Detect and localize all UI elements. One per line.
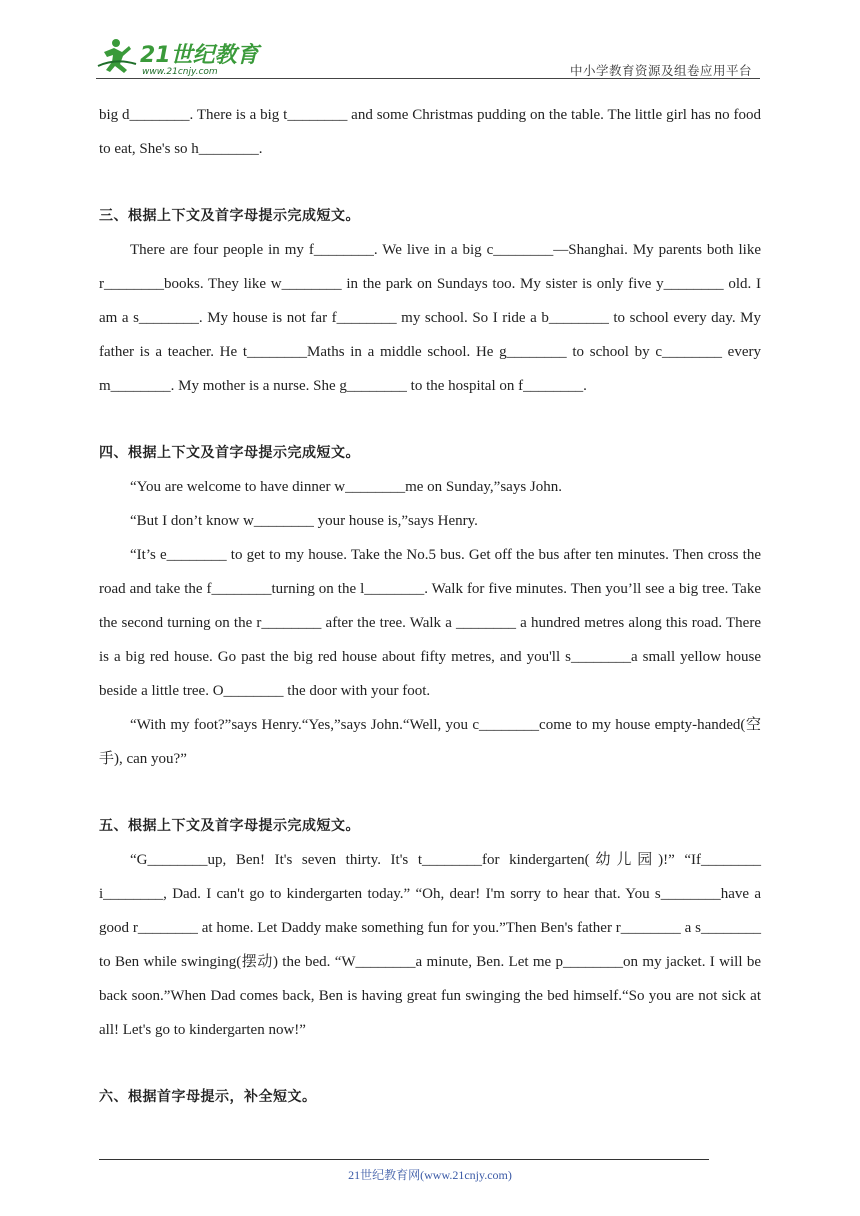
- section-4-paragraph-4: “With my foot?”says Henry.“Yes,”says John.“Well, you c________come to my house empty-handed(空手), can you?”: [99, 717, 761, 767]
- section-3-paragraph: There are four people in my f________. We live in a big c________—Shanghai. My parents both like r________books. They like w________ in the park on Sundays too. My sister is only five y________ old. I am a s________. My house is not far f________ my school. So I ride a b________ to school every day. My father is a teacher. He t________Maths in a middle school. He g________ to school by c________ every m________. My mother is a nurse. She g________ to the hospital on f________.: [99, 242, 761, 394]
- worksheet-body: [99, 98, 761, 1114]
- footer-link[interactable]: 21世纪教育网(www.21cnjy.com): [348, 1168, 512, 1182]
- header-divider: [96, 78, 760, 79]
- section-4-heading: 四、根据上下文及首字母提示完成短文。: [99, 445, 360, 461]
- platform-name: 中小学教育资源及组卷应用平台: [569, 63, 752, 78]
- intro-paragraph: big d________. There is a big t________ and some Christmas pudding on the table. The little girl has no food to eat, She's so h________.: [99, 107, 761, 157]
- logo-url: www.21cnjy.com: [142, 67, 218, 76]
- section-4-paragraph-1: “You are welcome to have dinner w________me on Sunday,”says John.: [130, 479, 563, 495]
- site-logo[interactable]: [96, 36, 271, 76]
- section-5-heading: 五、根据上下文及首字母提示完成短文。: [99, 818, 360, 834]
- section-5-paragraph: “G________up, Ben! It's seven thirty. It's t________for kindergarten(幼儿园)!” “If________ i________, Dad. I can't go to kindergarten today.” “Oh, dear! I'm sorry to hear that. You s________have a good r________ at home. Let Daddy make something fun for you.”Then Ben's father r________ a s________ to Ben while swinging(摆动) the bed. “W________a minute, Ben. Let me p________on my jacket. I will be back soon.”When Dad comes back, Ben is having great fun swinging the bed himself.“So you are not sick at all! Let's go to kindergarten now!”: [99, 852, 761, 1038]
- footer-divider: [99, 1159, 709, 1160]
- section-4-paragraph-2: “But I don’t know w________ your house is,”says Henry.: [130, 513, 478, 529]
- section-4-paragraph-3: “It’s e________ to get to my house. Take the No.5 bus. Get off the bus after ten minutes. Then cross the road and take the f________turning on the l________. Walk for five minutes. Then you’ll see a big tree. Take the second turning on the r________ after the tree. Walk a ________ a hundred metres along this road. There is a big red house. Go past the big red house about fifty metres, and you'll s________a small yellow house beside a little tree. O________ the door with your foot.: [99, 547, 761, 699]
- section-6-heading: 六、根据首字母提示，补全短文。: [99, 1089, 317, 1105]
- logo-text: 21世纪教育: [140, 43, 259, 68]
- section-3-heading: 三、根据上下文及首字母提示完成短文。: [99, 208, 360, 224]
- page-header: [96, 34, 760, 78]
